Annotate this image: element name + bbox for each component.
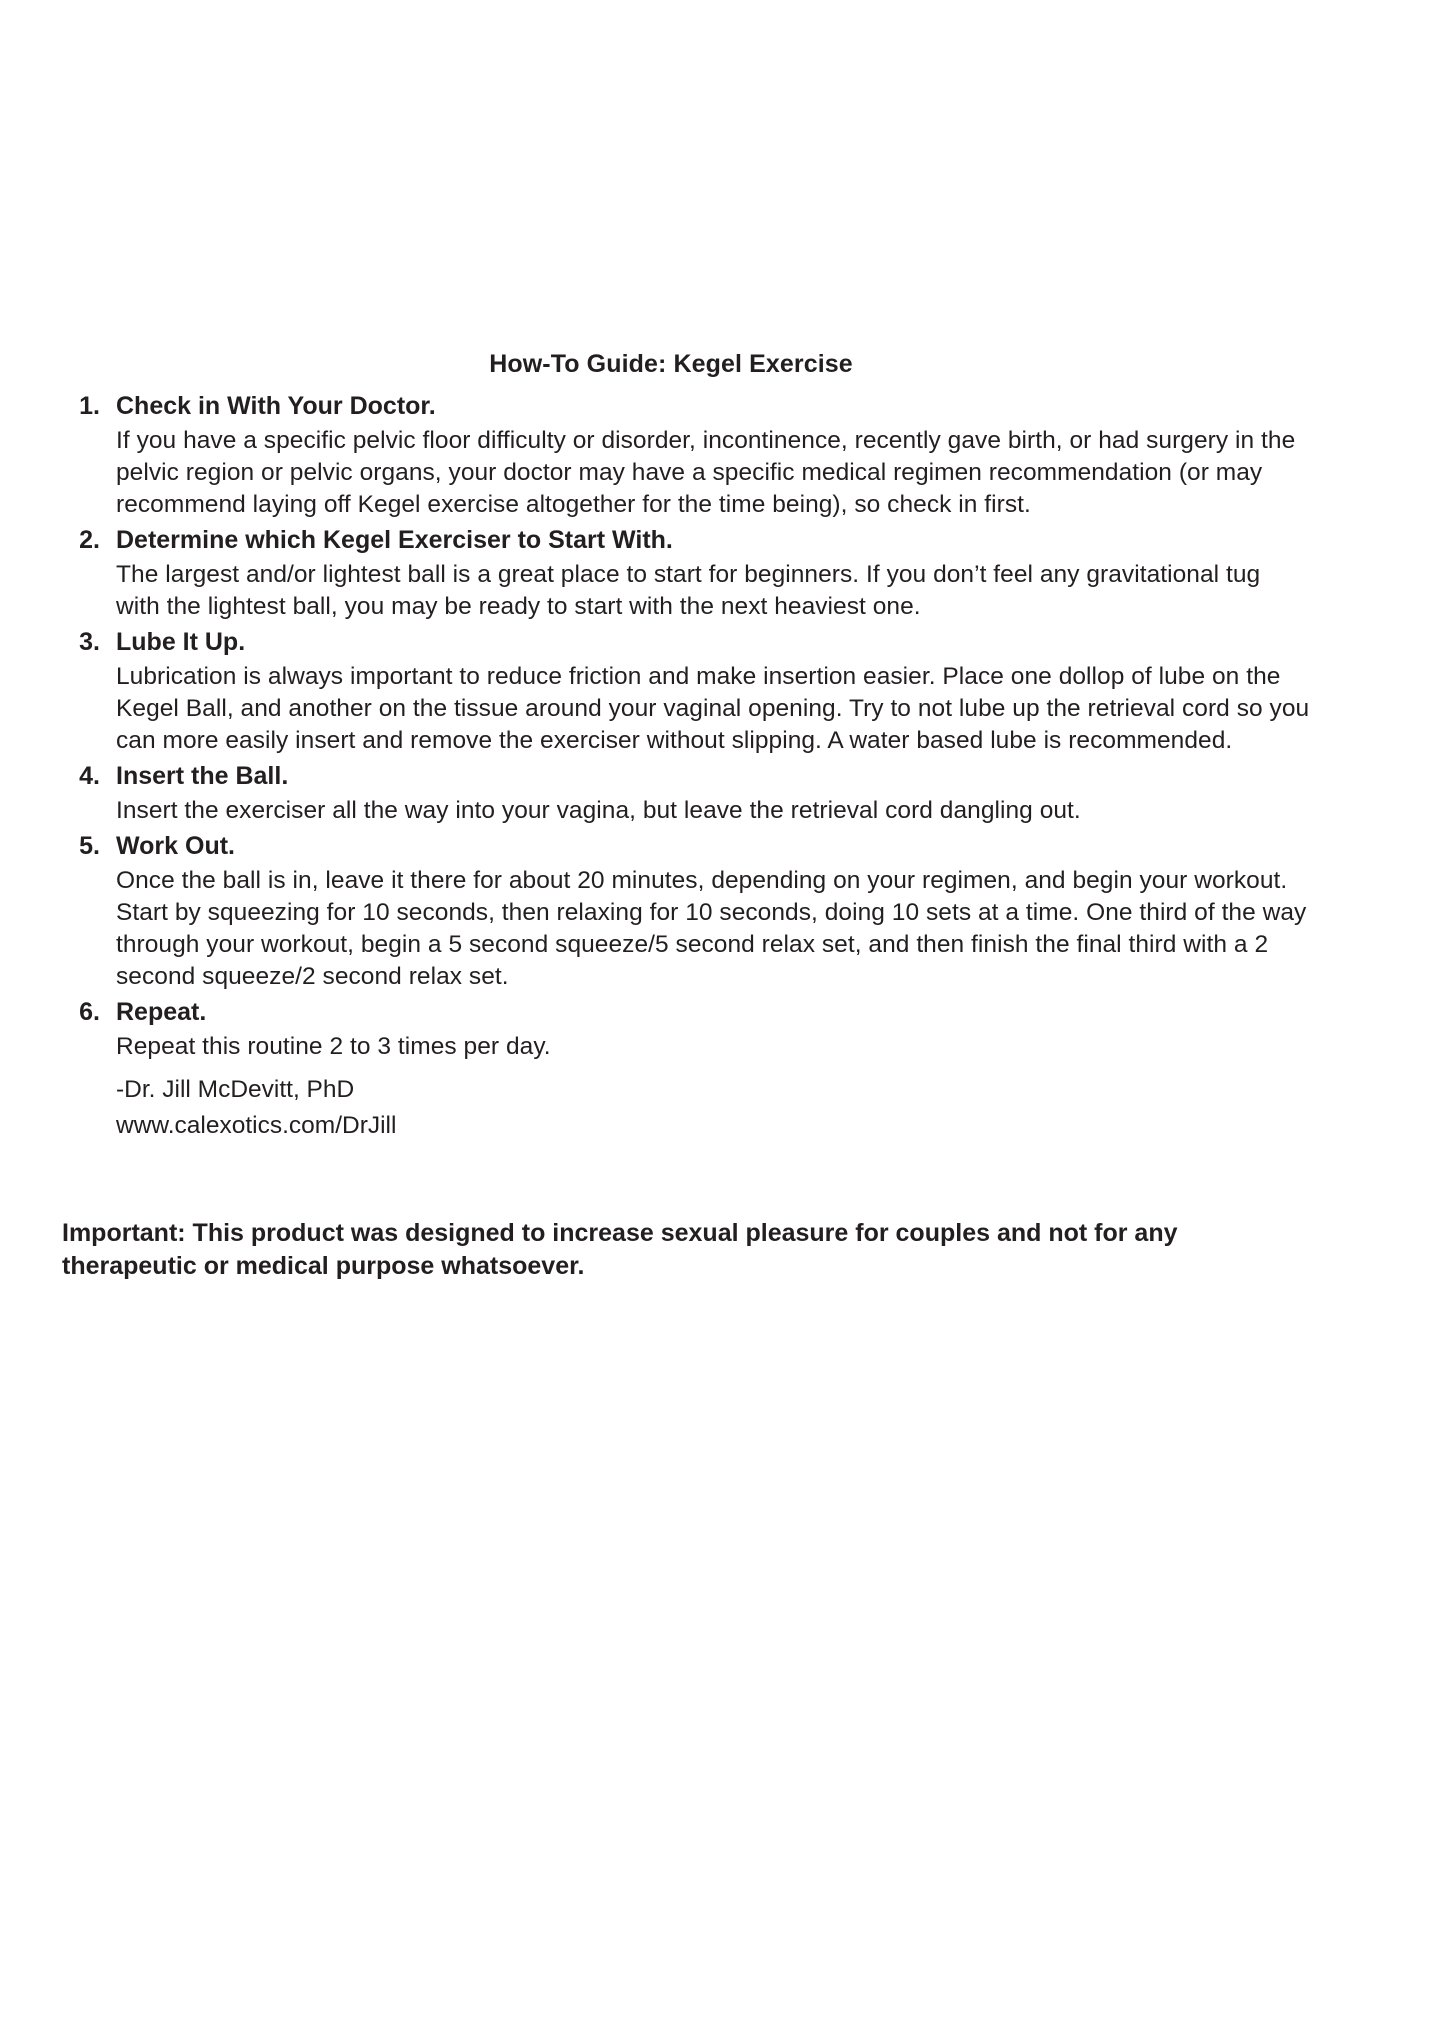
step-heading: Insert the Ball. <box>116 762 289 790</box>
step-heading: Work Out. <box>116 832 235 860</box>
step-heading: Check in With Your Doctor. <box>116 392 436 420</box>
step-number: 3. <box>79 628 100 656</box>
list-item <box>62 995 1310 1063</box>
important-notice: Important: This product was designed to increase sexual pleasure for couples and not for any therapeutic or medical purpose whatsoever. <box>62 1219 1178 1280</box>
step-body: Lubrication is always important to reduce friction and make insertion easier. Place one dollop of lube on the Kegel Ball, and another on the tissue around your vaginal opening. Try to not lube up the retrieval cord so you can more easily insert and remove the exerciser without slipping. A water based lube is recommended. <box>116 663 1310 754</box>
step-heading: Repeat. <box>116 998 207 1026</box>
step-number: 4. <box>79 762 100 790</box>
author-signature: -Dr. Jill McDevitt, PhD <box>116 1076 355 1103</box>
steps-list <box>62 389 1310 1063</box>
step-body: Insert the exerciser all the way into your vagina, but leave the retrieval cord dangling out. <box>116 797 1081 824</box>
step-body: If you have a specific pelvic floor difficulty or disorder, incontinence, recently gave birth, or had surgery in the pelvic region or pelvic organs, your doctor may have a specific medical regimen recommendation (or may recommend laying off Kegel exercise altogether for the time being), so check in first. <box>116 427 1296 518</box>
step-number: 1. <box>79 392 100 420</box>
list-item <box>62 829 1310 993</box>
step-number: 5. <box>79 832 100 860</box>
step-body: Repeat this routine 2 to 3 times per day. <box>116 1033 551 1060</box>
step-body: Once the ball is in, leave it there for about 20 minutes, depending on your regimen, and begin your workout. Start by squeezing for 10 seconds, then relaxing for 10 seconds, doing 10 sets at a time. One third of the way through your workout, begin a 5 second squeeze/5 second relax set, and then finish the final third with a 2 second squeeze/2 second relax set. <box>116 867 1307 990</box>
step-body: The largest and/or lightest ball is a great place to start for beginners. If you don’t feel any gravitational tug with the lightest ball, you may be ready to start with the next heaviest one. <box>116 561 1261 620</box>
step-number: 2. <box>79 526 100 554</box>
step-heading: Determine which Kegel Exerciser to Start With. <box>116 526 673 554</box>
step-number: 6. <box>79 998 100 1026</box>
list-item <box>62 523 1310 623</box>
list-item <box>62 389 1310 521</box>
list-item <box>62 759 1310 827</box>
website-link[interactable]: www.calexotics.com/DrJill <box>116 1112 397 1139</box>
step-heading: Lube It Up. <box>116 628 246 656</box>
page-title: How-To Guide: Kegel Exercise <box>489 350 853 378</box>
list-item <box>62 625 1310 757</box>
